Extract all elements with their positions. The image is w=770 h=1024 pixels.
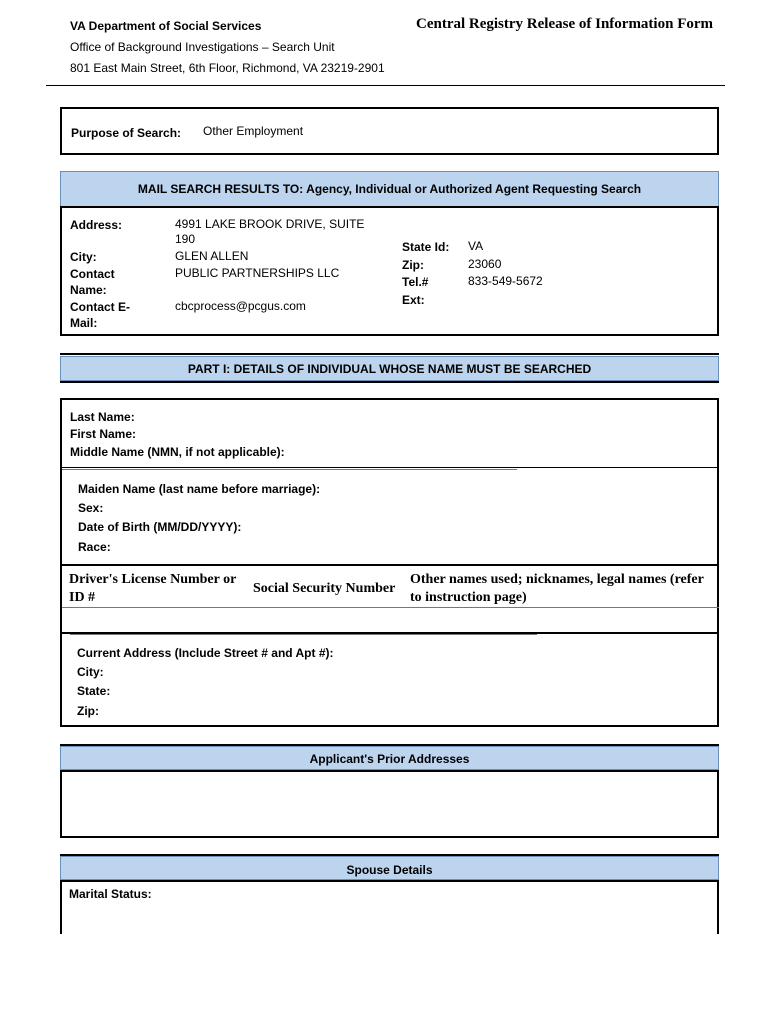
mail-address-label: Address: <box>70 218 123 232</box>
mail-contact-email-value[interactable]: cbcprocess@pcgus.com <box>175 299 306 313</box>
org-name: VA Department of Social Services <box>70 19 262 33</box>
first-name-label: First Name: <box>70 427 137 441</box>
current-city-label: City: <box>77 665 104 679</box>
office-address: 801 East Main Street, 6th Floor, Richmond, VA 23219-2901 <box>70 61 385 75</box>
part1-top-rule <box>60 353 719 355</box>
office-name: Office of Background Investigations – Search Unit <box>70 40 335 54</box>
mail-address-value[interactable]: 4991 LAKE BROOK DRIVE, SUITE 190 <box>175 217 365 246</box>
mail-zip-value[interactable]: 23060 <box>468 257 502 271</box>
row-divider-2 <box>62 564 719 566</box>
mail-tel-label: Tel.# <box>402 275 429 289</box>
sex-label: Sex: <box>78 501 104 515</box>
middle-name-label: Middle Name (NMN, if not applicable): <box>70 445 285 459</box>
header-divider <box>46 85 725 86</box>
row-divider-1 <box>62 467 719 468</box>
mail-state-label: State Id: <box>402 240 450 254</box>
mail-contact-email-label: Contact E-Mail: <box>70 300 130 330</box>
row-divider-3 <box>62 607 719 608</box>
purpose-value[interactable]: Other Employment <box>203 124 304 138</box>
current-state-label: State: <box>77 684 111 698</box>
dl-label: Driver's License Number or ID # <box>69 572 237 605</box>
mail-city-label: City: <box>70 250 97 264</box>
row-divider-1b <box>62 469 517 470</box>
purpose-label: Purpose of Search: <box>71 126 182 140</box>
mail-ext-label: Ext: <box>402 293 425 307</box>
mail-section <box>60 206 719 336</box>
mail-zip-label: Zip: <box>402 258 424 272</box>
part1-bottom-rule <box>60 381 719 383</box>
mail-state-value[interactable]: VA <box>468 239 484 253</box>
spouse-heading: Spouse Details <box>60 856 719 880</box>
other-names-label: Other names used; nicknames, legal names (refer to instruction page) <box>410 572 704 605</box>
part1-heading: PART I: DETAILS OF INDIVIDUAL WHOSE NAME MUST BE SEARCHED <box>60 356 719 381</box>
row-divider-4b <box>70 634 537 635</box>
mail-contact-name-value[interactable]: PUBLIC PARTNERSHIPS LLC <box>175 266 340 280</box>
mail-contact-name-label: Contact Name: <box>70 267 115 297</box>
current-zip-label: Zip: <box>77 704 99 718</box>
part1-section <box>60 398 719 727</box>
form-title: Central Registry Release of Information Form <box>416 16 714 32</box>
race-label: Race: <box>78 540 111 554</box>
ssn-label: Social Security Number <box>253 581 396 596</box>
purpose-section <box>60 107 719 155</box>
prior-addresses-field[interactable] <box>60 770 719 838</box>
prior-heading: Applicant's Prior Addresses <box>60 746 719 770</box>
current-address-label: Current Address (Include Street # and Apt #): <box>77 646 334 660</box>
mail-heading: MAIL SEARCH RESULTS TO: Agency, Individual or Authorized Agent Requesting Search <box>60 171 719 207</box>
marital-status-label: Marital Status: <box>69 887 152 901</box>
dob-label: Date of Birth (MM/DD/YYYY): <box>78 520 242 534</box>
mail-tel-value[interactable]: 833-549-5672 <box>468 274 543 288</box>
mail-city-value[interactable]: GLEN ALLEN <box>175 249 249 263</box>
last-name-label: Last Name: <box>70 410 135 424</box>
maiden-name-label: Maiden Name (last name before marriage): <box>78 482 321 496</box>
spouse-section <box>60 880 719 934</box>
